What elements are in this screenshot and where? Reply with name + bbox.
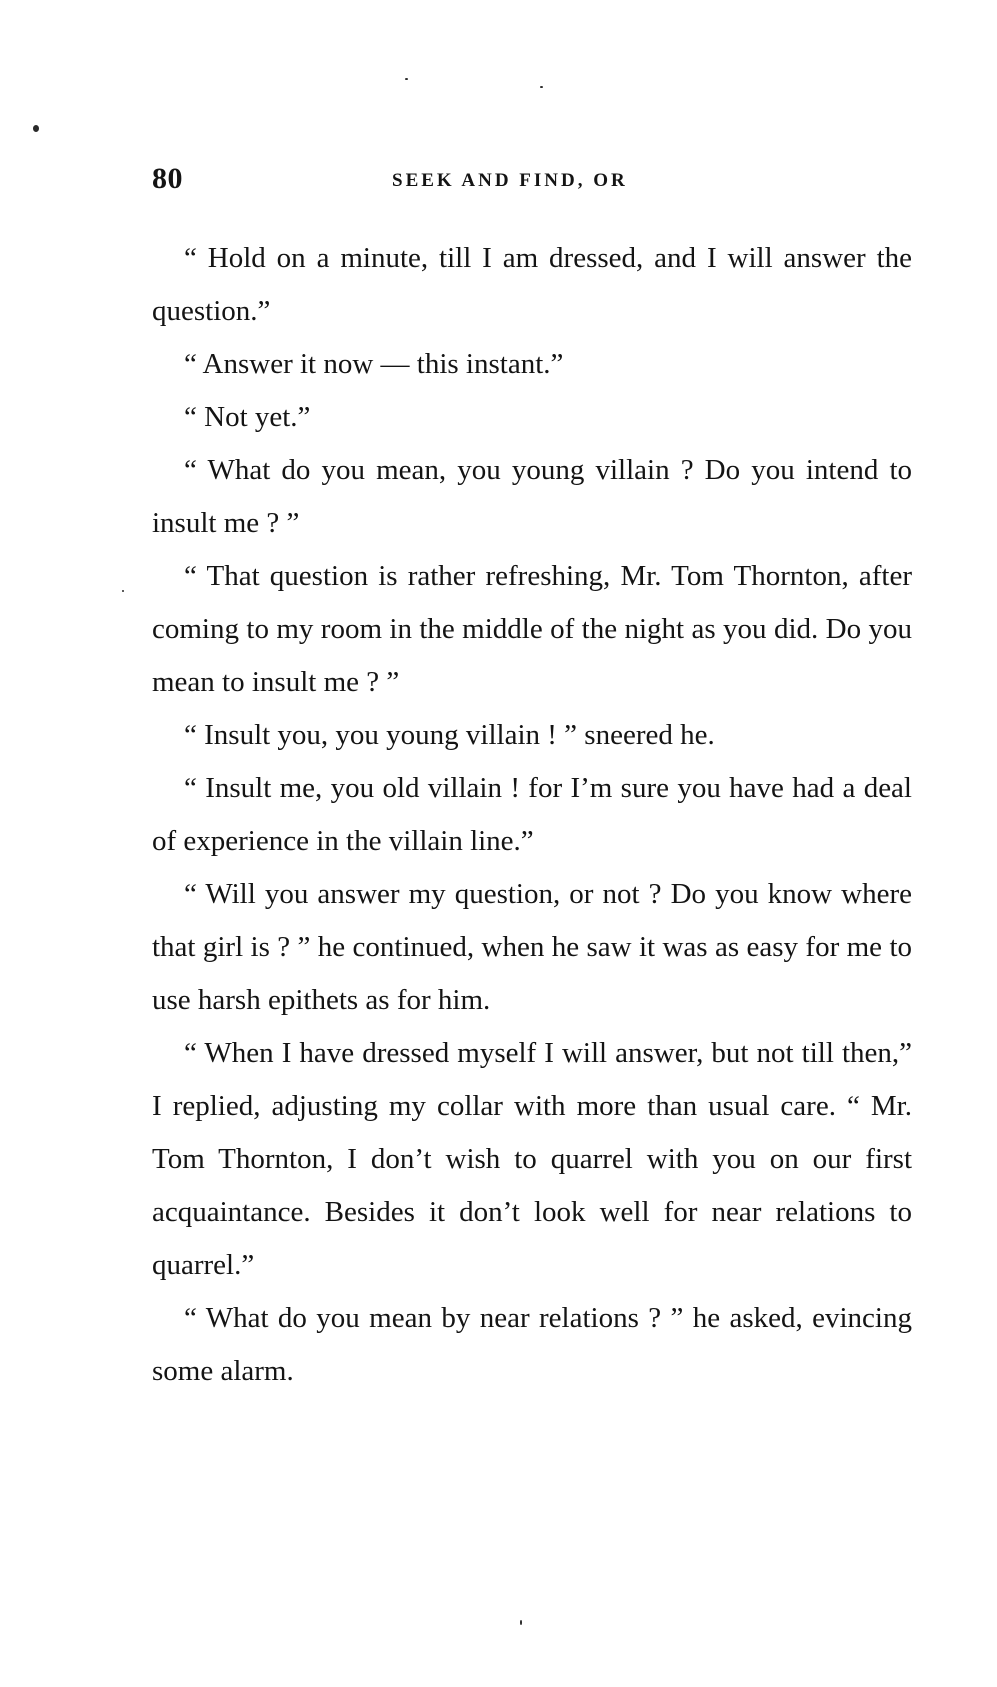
- paragraph: “ Not yet.”: [184, 401, 311, 433]
- paragraph: “ Insult me, you old villain ! for I’m sure you have had a deal of experience in the villain line.”: [152, 772, 912, 857]
- paragraph: “ When I have dressed myself I will answer, but not till then,” I replied, adjusting my collar with more than usual care. “ Mr. Tom Thornton, I don’t wish to quarrel with you on our first acquaintance. Besides it don’t look well for near relations to quarrel.”: [152, 1037, 912, 1281]
- running-title: SEEK AND FIND, OR: [392, 170, 628, 191]
- paragraph: “ Will you answer my question, or not ? Do you know where that girl is ? ” he continued, when he saw it was as easy for me to use harsh epithets as for him.: [152, 878, 912, 1016]
- paragraph: “ That question is rather refreshing, Mr. Tom Thornton, after coming to my room in the middle of the night as you did. Do you mean to insult me ? ”: [152, 560, 912, 698]
- scan-speck: [520, 1620, 522, 1625]
- paragraph: “ Hold on a minute, till I am dressed, and I will answer the question.”: [152, 242, 912, 327]
- paragraph: “ Answer it now — this instant.”: [184, 348, 564, 380]
- paragraph: “ What do you mean, you young villain ? Do you intend to insult me ? ”: [152, 454, 912, 539]
- scan-speck: [540, 86, 543, 88]
- paragraph: “ Insult you, you young villain ! ” sneered he.: [184, 719, 715, 751]
- scan-speck: [405, 78, 408, 80]
- scan-speck: [122, 590, 124, 592]
- body-text: [152, 232, 912, 1398]
- paragraph: “ What do you mean by near relations ? ” he asked, evincing some alarm.: [152, 1302, 912, 1387]
- scan-speck: [33, 125, 39, 132]
- page-header: [152, 162, 912, 202]
- page-number: 80: [152, 162, 183, 195]
